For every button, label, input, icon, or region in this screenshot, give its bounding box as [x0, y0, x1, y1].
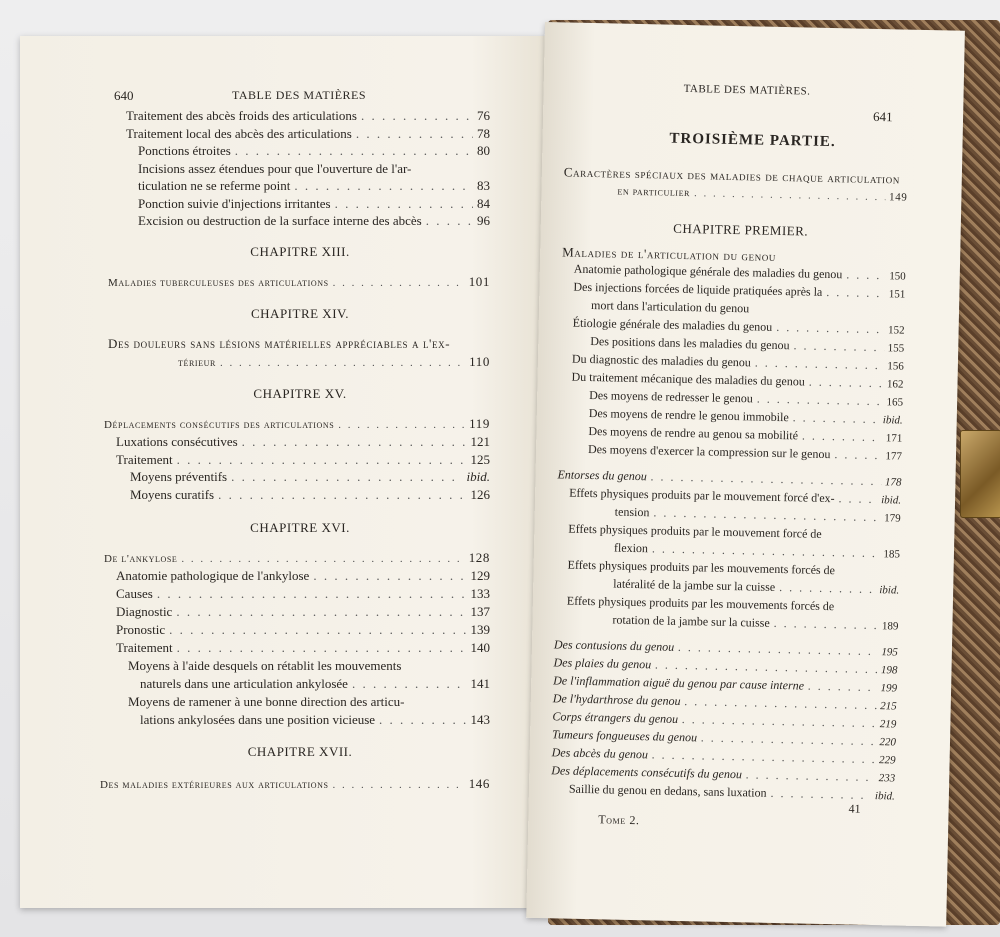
toc-entry: Du traitement mécanique des maladies du genou . . . 162 — [571, 369, 903, 393]
right-page-header: TABLE DES MATIÈRES. — [683, 82, 811, 98]
toc-entry: lations ankylosées dans une position vicieuse . . . 143 — [140, 712, 490, 728]
toc-entry: Caractères spéciaux des maladies de chaque articulation — [563, 164, 901, 187]
toc-entry: Des positions dans les maladies du genou . . . 155 — [590, 333, 904, 357]
toc-entry: mort dans l'articulation du genou — [590, 298, 750, 316]
toc-entry: Diagnostic . . . 137 — [116, 604, 490, 620]
toc-entry: De l'hydarthrose du genou . . . 215 — [553, 690, 897, 714]
left-page-header: TABLE DES MATIÈRES — [232, 88, 367, 102]
toc-entry: latéralité de la jambe sur la cuisse . . . ibid. — [613, 576, 899, 599]
toc-entry: Moyens de ramener à une bonne direction des articu- — [128, 694, 405, 709]
toc-entry: Des abcès du genou . . . 229 — [552, 744, 896, 768]
left-page-number: 640 — [114, 88, 134, 103]
toc-entry: Entorses du genou . . . 178 — [557, 466, 901, 490]
footer-volume: Tome 2. — [598, 812, 640, 828]
chapter-heading: CHAPITRE XVII. — [247, 744, 353, 759]
toc-entry: Ponctions étroites . . . 80 — [138, 143, 490, 159]
toc-entry: Des déplacements consécutifs du genou . . . 233 — [551, 762, 895, 786]
toc-entry: Des contusions du genou . . . 195 — [554, 636, 898, 660]
toc-entry: Maladies de l'articulation du genou — [562, 244, 777, 264]
toc-entry: Des moyens de rendre le genou immobile . . . ibid. — [589, 405, 903, 429]
toc-entry: Des moyens de redresser le genou . . . 165 — [589, 387, 903, 411]
toc-entry: Traitement local des abcès des articulations . . . 78 — [126, 126, 490, 142]
toc-entry: Effets physiques produits par les mouvements forcés de — [567, 557, 836, 578]
toc-entry: Des maladies extérieures aux articulations . . . 146 — [100, 776, 490, 793]
toc-entry: Anatomie pathologique de l'ankylose . . . 129 — [116, 568, 490, 584]
toc-entry: Étiologie générale des maladies du genou . . . 152 — [573, 315, 905, 339]
chapter-heading: CHAPITRE XV. — [253, 386, 347, 401]
toc-entry: Tumeurs fongueuses du genou . . . 220 — [552, 726, 896, 750]
toc-entry: Moyens à l'aide desquels on rétablit les mouvements — [128, 658, 402, 673]
toc-entry: Traitement . . . 140 — [116, 640, 490, 656]
toc-entry: Incisions assez étendues pour que l'ouverture de l'ar- — [138, 161, 412, 176]
toc-entry: Traitement . . . 125 — [116, 452, 490, 468]
toc-entry: Traitement des abcès froids des articulations . . . 76 — [126, 108, 490, 124]
toc-entry: Des douleurs sans lésions matérielles appréciables a l'ex- — [108, 336, 451, 351]
toc-entry: Causes . . . 133 — [116, 586, 490, 602]
toc-entry: Effets physiques produits par les mouvements forcés de — [566, 593, 835, 614]
toc-entry: Moyens préventifs . . . ibid. — [130, 469, 490, 485]
toc-entry: Déplacements consécutifs des articulations . . . 119 — [104, 416, 490, 433]
right-page-number: 641 — [872, 108, 893, 125]
toc-entry: Maladies tuberculeuses des articulations . . . 101 — [108, 274, 490, 291]
toc-entry: Effets physiques produits par le mouvement forcé d'ex- . . . ibid. — [569, 485, 901, 509]
chapter-heading: CHAPITRE XIV. — [251, 306, 349, 321]
toc-entry: Moyens curatifs . . . 126 — [130, 487, 490, 503]
toc-entry: Corps étrangers du genou . . . 219 — [552, 708, 896, 732]
toc-entry: Des plaies du genou . . . 198 — [553, 654, 897, 678]
part-title: TROISIÈME PARTIE. — [669, 130, 836, 151]
toc-entry: en particulier . . . 149 — [617, 184, 907, 206]
chapter-heading: CHAPITRE XIII. — [250, 244, 350, 259]
toc-entry: De l'inflammation aiguë du genou par cause interne . . . 199 — [553, 672, 897, 696]
toc-entry: Des moyens d'exercer la compression sur le genou . . . 177 — [588, 441, 902, 465]
left-page — [20, 36, 550, 908]
toc-entry: Des moyens de rendre au genou sa mobilité . . . 171 — [588, 423, 902, 447]
book-clasp — [960, 430, 1000, 518]
toc-entry: Effets physiques produits par le mouvement forcé de — [568, 521, 822, 541]
chapter-heading: CHAPITRE PREMIER. — [673, 220, 809, 239]
right-page — [526, 22, 965, 927]
toc-entry: De l'ankylose . . . 128 — [104, 550, 490, 567]
toc-entry: Du diagnostic des maladies du genou . . . 156 — [572, 351, 904, 375]
toc-entry: naturels dans une articulation ankylosée . . . 141 — [140, 676, 490, 692]
toc-entry: flexion . . . 185 — [614, 540, 900, 563]
toc-entry: Anatomie pathologique générale des maladies du genou . . . 150 — [574, 261, 906, 285]
toc-entry: Luxations consécutives . . . 121 — [116, 434, 490, 450]
toc-entry: rotation de la jambe sur la cuisse . . . 189 — [612, 612, 898, 635]
footer-signature: 41 — [848, 801, 861, 816]
toc-entry: térieur . . . 110 — [178, 354, 490, 371]
toc-entry: tension . . . 179 — [615, 504, 901, 527]
chapter-heading: CHAPITRE XVI. — [250, 520, 350, 535]
toc-entry: Excision ou destruction de la surface interne des abcès . . . 96 — [138, 213, 490, 229]
toc-entry: Pronostic . . . 139 — [116, 622, 490, 638]
toc-entry: Des injections forcées de liquide pratiquées après la . . . 151 — [573, 279, 905, 303]
toc-entry: ticulation ne se referme point . . . 83 — [138, 178, 490, 194]
toc-entry: Saillie du genou en dedans, sans luxation . . . ibid. — [569, 781, 895, 805]
toc-entry: Ponction suivie d'injections irritantes . . . 84 — [138, 196, 490, 212]
